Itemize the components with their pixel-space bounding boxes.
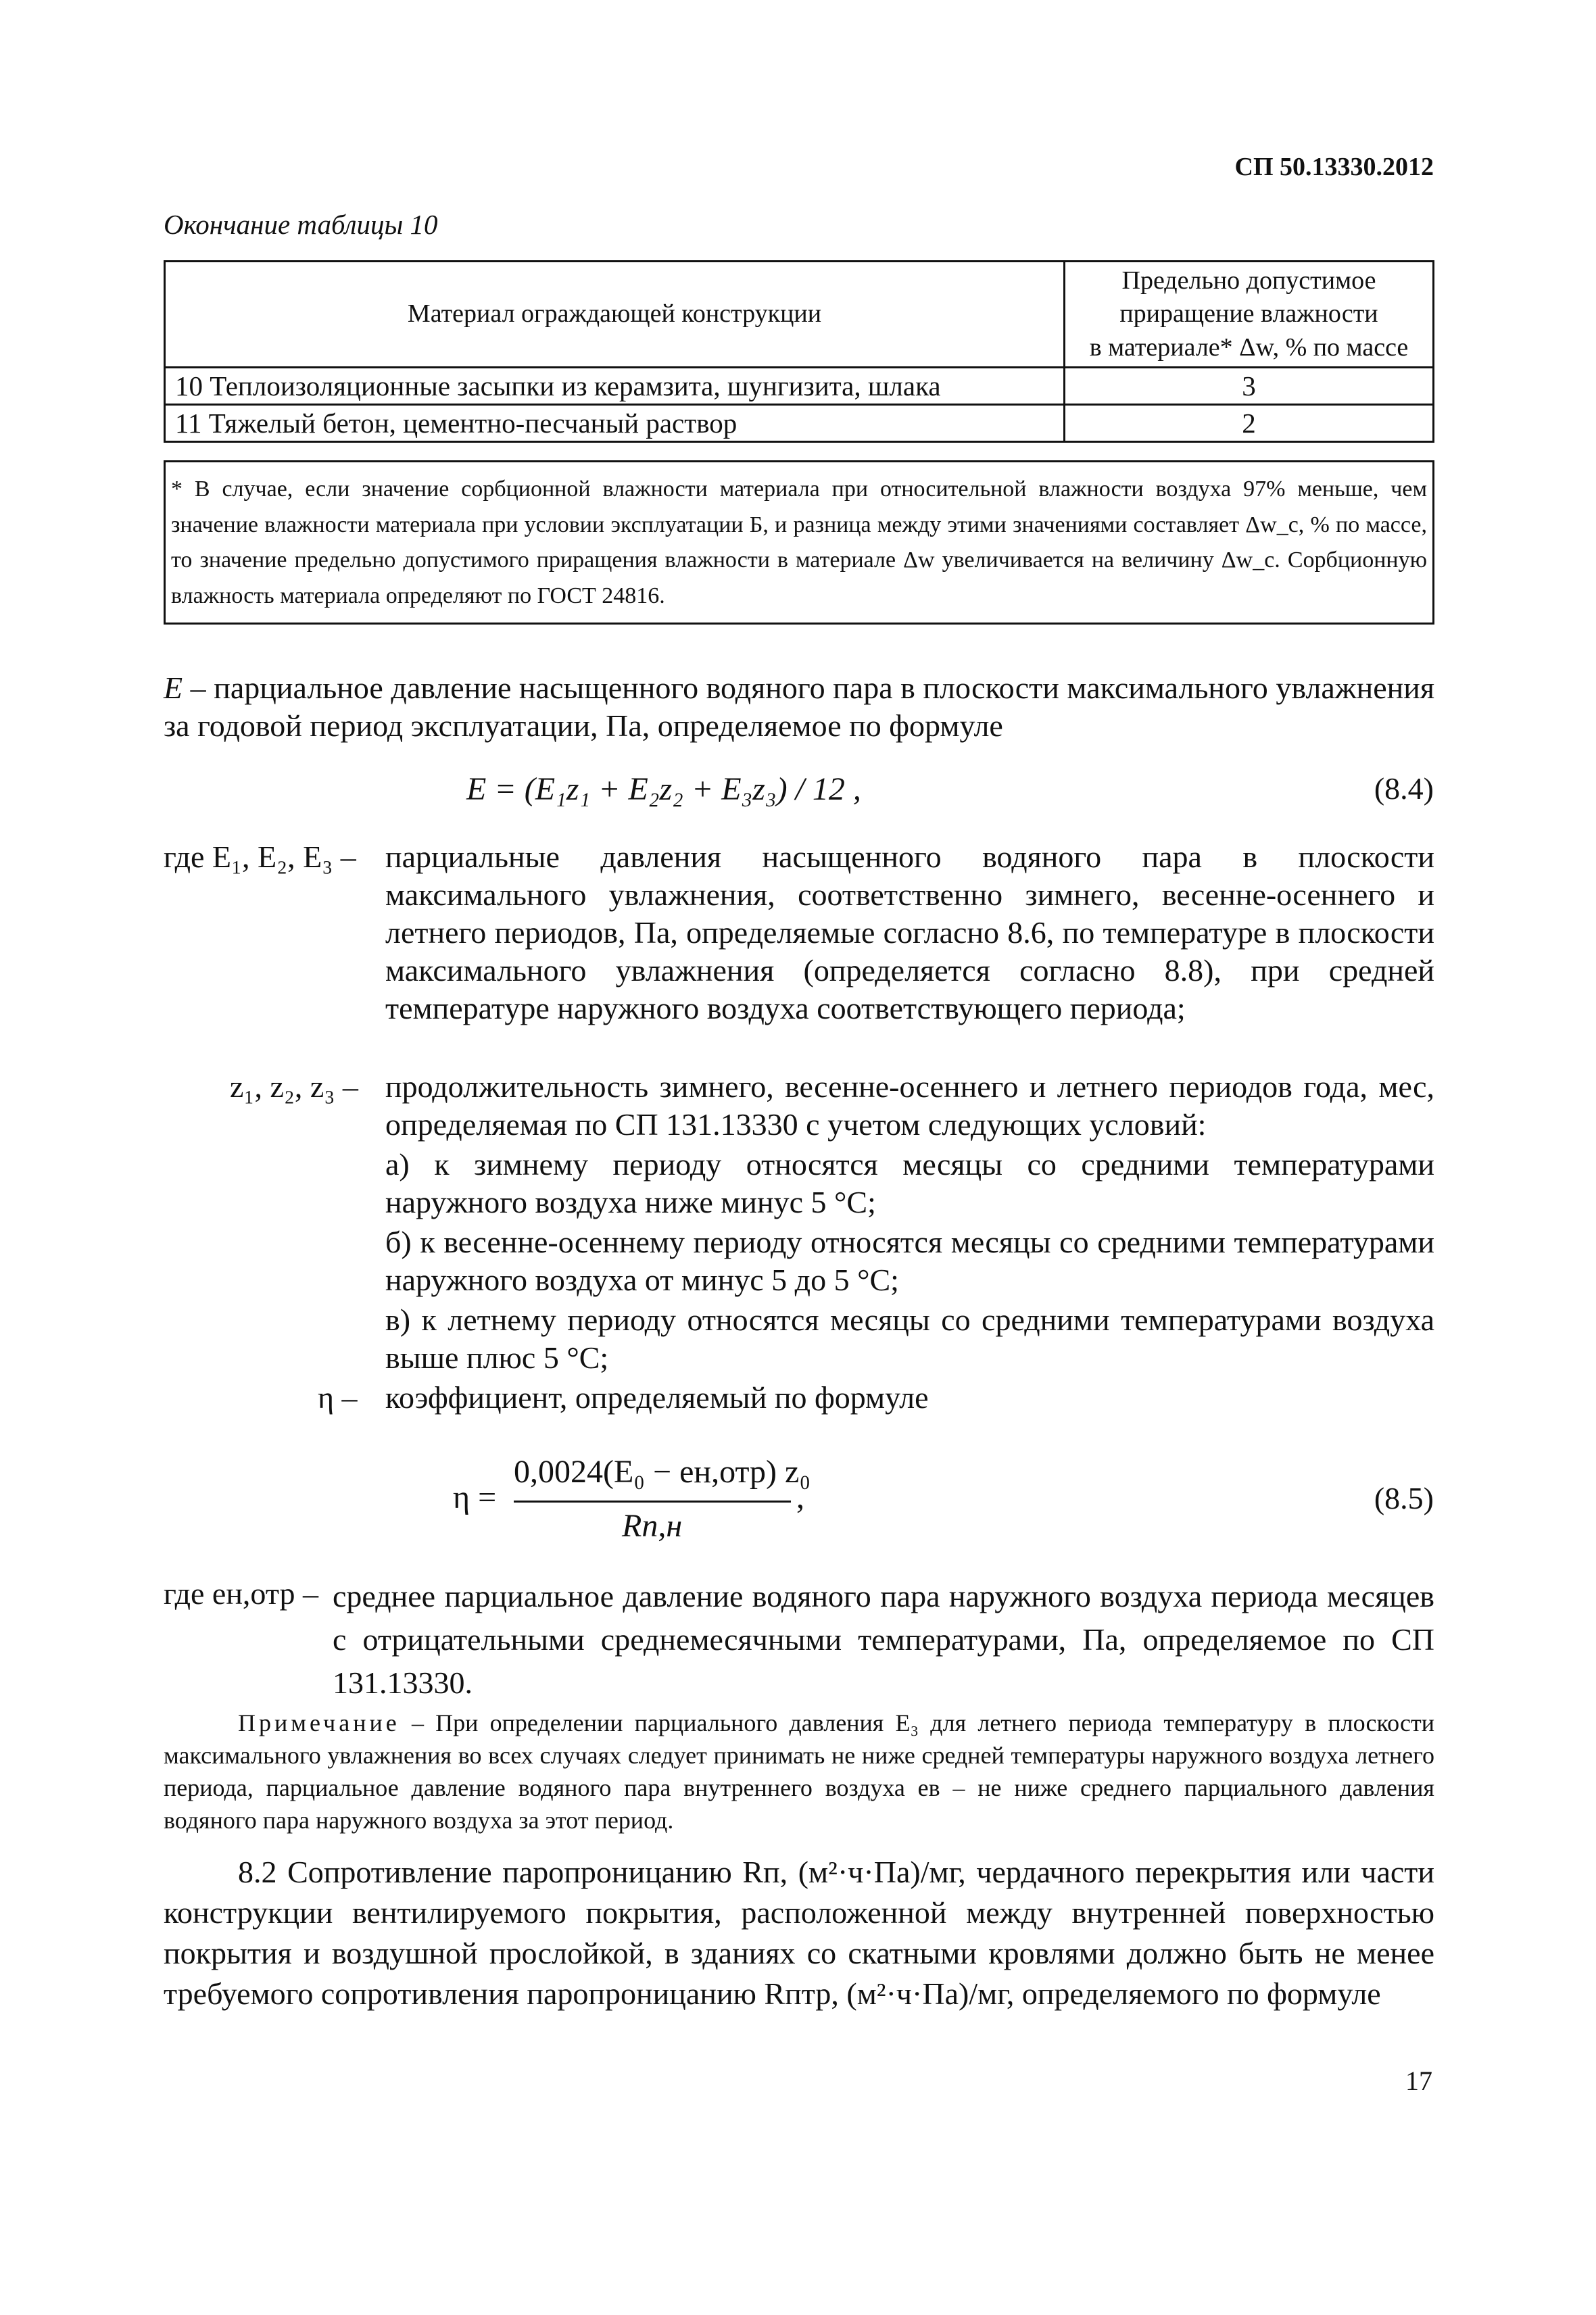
header-line: Предельно допустимое <box>1121 266 1376 295</box>
note <box>164 1707 1434 1836</box>
col-material-header: Материал ограждающей конструкции <box>165 262 1065 368</box>
col-increment-header <box>1065 262 1434 368</box>
page-number: 17 <box>1405 2066 1432 2096</box>
table-caption: Окончание таблицы 10 <box>164 209 438 240</box>
table-footnote-row <box>165 462 1434 624</box>
equation-number-8-4: (8.4) <box>1374 771 1434 806</box>
eta-prefix: η – <box>318 1380 358 1415</box>
z-item-a: а) к зимнему периоду относятся месяцы со средними температурами наружного воздуха ниже минус 5 °С; <box>385 1147 1434 1219</box>
z-text: продолжительность зимнего, весенне-осеннего и летнего периодов года, мес, определяемая по СП 131.13330 с учетом следующих условий: <box>385 1069 1434 1142</box>
where-e-otr-text: среднее парциальное давление водяного пара наружного воздуха периода месяцев с отрицательными среднемесячными температурами, Па, определяемое по СП 131.13330. <box>333 1579 1434 1700</box>
value-cell: 3 <box>1065 368 1434 405</box>
where-e-prefix: где E₁, E₂, E₃ – <box>164 839 356 874</box>
z-prefix: z₁, z₂, z₃ – <box>230 1069 358 1104</box>
dash: – <box>190 671 206 705</box>
table-footnote: * В случае, если значение сорбционной влажности материала при относительной влажности воздуха 97% меньше, чем значение влажности материала при условии эксплуатации Б, и разница между этими значениями составляет Δw_c, % по массе, то значение предельно допустимого приращения влажности в материале Δw увеличивается на величину Δw_c. Сорбционную влажность материала определяют по ГОСТ 24816. <box>165 462 1434 624</box>
where-e-text: парциальные давления насыщенного водяного пара в плоскости максимального увлажнения, соответственно зимнего, весенне-осеннего и летнего периодов, Па, определяемые согласно 8.6, по температуре в плоскости максимального увлажнения (определяется согласно 8.8), при средней температуре наружного воздуха соответствующего периода; <box>385 839 1434 1025</box>
z-item-b: б) к весенне-осеннему периоду относятся месяцы со средними температурами наружного воздуха от минус 5 до 5 °С; <box>385 1225 1434 1297</box>
note-text: – При определении парциального давления E₃ для летнего периода температуру в плоскости максимального увлажнения во всех случаях следует принимать не ниже средней температуры наружного воздуха летнего периода, парциальное давление водяного пара внутреннего воздуха eв – не ниже среднего парциального давления водяного пара наружного воздуха за этот период. <box>164 1709 1434 1834</box>
table-spacer <box>165 442 1434 462</box>
table-10 <box>164 260 1434 625</box>
e-definition <box>164 669 1434 745</box>
e-symbol: E <box>164 671 183 705</box>
header-line: в материале* Δw, % по массе <box>1089 333 1409 362</box>
table-row <box>165 405 1434 442</box>
material-cell: 11 Тяжелый бетон, цементно-песчаный раствор <box>165 405 1065 442</box>
e-definition-text: парциальное давление насыщенного водяного пара в плоскости максимального увлажнения за годовой период эксплуатации, Па, определяемое по формуле <box>164 671 1435 743</box>
paragraph-8-2: 8.2 Сопротивление паропроницанию Rп, (м²·ч·Па)/мг, чердачного перекрытия или части конструкции вентилируемого покрытия, расположенной между внутренней поверхностью покрытия и воздушной прослойкой, в зданиях со скатными кровлями должно быть не менее требуемого сопротивления паропроницанию Rптр, (м²·ч·Па)/мг, определяемого по формуле <box>164 1855 1434 2011</box>
formula-denominator: Rп,н <box>622 1508 683 1544</box>
table-row <box>165 368 1434 405</box>
document-code: СП 50.13330.2012 <box>1234 153 1434 181</box>
formula-8-4: E = (E₁z₁ + E₂z₂ + E₃z₃) / 12 , <box>466 771 861 807</box>
formula-numerator: 0,0024(E₀ − eн,отр) z₀ <box>514 1454 811 1490</box>
material-cell: 10 Теплоизоляционные засыпки из керамзита, шунгизита, шлака <box>165 368 1065 405</box>
header-line: приращение влажности <box>1119 299 1378 328</box>
table-header-row <box>165 262 1434 368</box>
fraction-bar <box>514 1501 791 1503</box>
equation-number-8-5: (8.5) <box>1374 1481 1434 1515</box>
z-item-c: в) к летнему периоду относятся месяцы со средними температурами воздуха выше плюс 5 °С; <box>385 1302 1434 1375</box>
formula-lhs: η = <box>453 1480 497 1515</box>
value-cell: 2 <box>1065 405 1434 442</box>
note-label: Примечание <box>238 1709 400 1736</box>
eta-text: коэффициент, определяемый по формуле <box>385 1380 929 1415</box>
where-e-otr-prefix: где eн,отр – <box>164 1576 318 1611</box>
formula-comma: , <box>796 1480 804 1515</box>
